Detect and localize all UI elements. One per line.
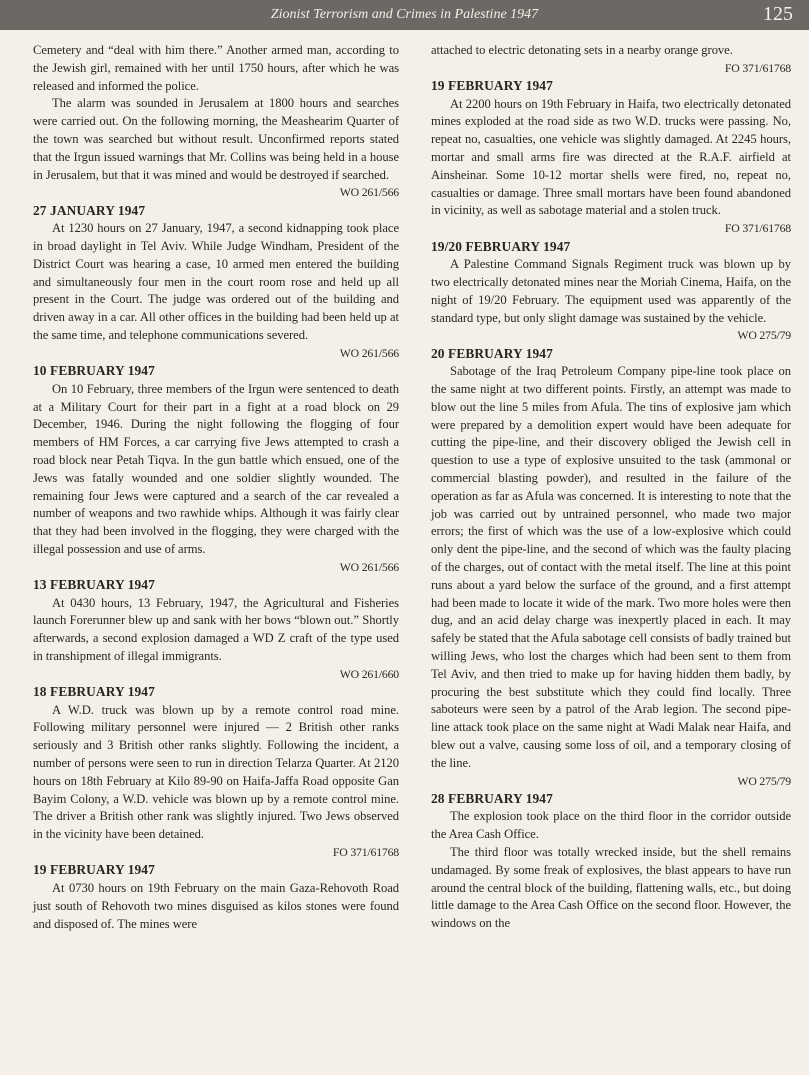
entry-date-heading: 27 JANUARY 1947 (33, 202, 146, 218)
paragraph: The alarm was sounded in Jerusalem at 1800 hours and searches were carried out. On the following morning, the Meashearim Quarter of the town was searched but without result. Unconfirmed reports stated that the Irgun issued warnings that Mr. Collins was being held in a house in Jerusalem, but that it was mined and would be destroyed if searched. (33, 96, 399, 182)
paragraph: On 10 February, three members of the Irgun were sentenced to death at a Military Court for their part in a fight at a road block on 29 December, 1946. During the night following the flogging of four members of HM Forces, a car carrying five Jews attempted to crash a road block near Petah Tiqva. In the gun battle which ensued, one of the Jews was fatally wounded and one soldier slightly wounded. The remaining four Jews were captured and a search of the car revealed a number of weapons and two rawhide whips. Although it was fairly clear that they had been involved in the flogging, they were charged with the illegal possession and use of arms. (33, 381, 399, 556)
right-column (431, 42, 791, 933)
entry-date-heading: 28 FEBRUARY 1947 (431, 790, 553, 806)
paragraph: A Palestine Command Signals Regiment truck was blown up by two electrically detonated mines near the Moriah Cinema, Haifa, on the night of 19/20 February. The equipment used was apparently of the standard type, but only slight damage was sustained by the vehicle. (431, 257, 791, 325)
source-reference: WO 261/566 (339, 559, 399, 574)
source-reference: WO 275/79 (737, 328, 791, 343)
source-reference: FO 371/61768 (332, 845, 399, 860)
entry-date-heading: 19 FEBRUARY 1947 (33, 862, 155, 878)
running-title: Zionist Terrorism and Crimes in Palestine 1947 (270, 7, 539, 22)
source-reference: WO 261/660 (339, 666, 399, 681)
paragraph: The explosion took place on the third floor in the corridor outside the Area Cash Office. (431, 809, 791, 842)
page-number: 125 (763, 3, 793, 25)
source-reference: FO 371/61768 (724, 221, 791, 236)
paragraph: At 0430 hours, 13 February, 1947, the Agricultural and Fisheries launch Forerunner blew up and sank with her bows “blown out.” Shortly afterwards, a second explosion damaged a WD Z craft of the type used in transhipment of illegal immigrants. (33, 595, 399, 663)
paragraph: Cemetery and “deal with him there.” Another armed man, according to the Jewish girl, remained with her until 1750 hours, after which he was released and informed the police. (33, 43, 399, 93)
entry-date-heading: 13 FEBRUARY 1947 (33, 577, 155, 592)
entry-date-heading: 10 FEBRUARY 1947 (33, 363, 155, 379)
entry-date-heading: 19 FEBRUARY 1947 (431, 78, 553, 94)
entry-date-heading: 18 FEBRUARY 1947 (33, 684, 155, 700)
source-reference: WO 275/79 (737, 773, 791, 788)
running-header (0, 0, 809, 30)
left-column (33, 42, 399, 933)
paragraph: A W.D. truck was blown up by a remote control road mine. Following military personnel were injured — 2 British other ranks seriously and 3 British other ranks slightly. Following the incident, a number of persons were seen to run in direction Telarza Quarter. At 2120 hours on 18th February at Kilo 89-90 on Haifa-Jaffa Road opposite Gan Bayim Colony, a W.D. vehicle was blown up by a remote control mine. The driver a British other rank was slightly injured. Two Jews observed in the vicinity have been detained. (33, 702, 399, 842)
paragraph: At 2200 hours on 19th February in Haifa, two electrically detonated mines exploded at the road side as two W.D. trucks were passing. No, repeat no, casualties, one vehicle was slightly damaged. At 2245 hours, mortar and small arms fire was directed at the R.A.F. airfield at Ainsheinar. Some 10-12 mortar shells were fired, no, repeat no, casualties or damage. Three small mortars have been found abandoned in vicinity, as well as sabotage material and a stolen truck. (431, 96, 791, 218)
paragraph: Sabotage of the Iraq Petroleum Company pipe-line took place on the same night at two different points. Firstly, an attempt was made to blow out the line 5 miles from Afula. The tins of explosive jam which were prepared by a demolition expert would have been adequate for cutting the pipe-line, and their discovery obliged the Jewish cell in question to use a type of explosive unsuited to the task (ammonal or commercial blasting powder), and resulted in the failure of the operation as far as Afula was concerned. It is interesting to note that the job was carried out by untrained personnel, who made two major errors; the first of which was the use of a low-explosive which could only dent the pipe-line, and the second of which was the faulty placing of the charges, out of contact with the metal itself. The line at this point runs about a yard below the surface of the ground, and a first attempt had been made to locate it wide of the mark. Two more holes were then dug, and an acid delay charge was inexpertly placed in each. It may safely be stated that the Afula sabotage cell consists of badly trained but willing Jews, who lost the charges which had been sent to them from Tel Aviv, and then tried to make up for having hidden them badly, by procuring the best substitute which they could find locally. Three saboteurs were seen by a patrol of the Arab legion. The second pipe-line attack took place on the same night at Wadi Malak near Haifa, and blew out a valve, causing some loss of oil, and a temporary closing of the line. (431, 364, 791, 770)
paragraph: At 0730 hours on 19th February on the main Gaza-Rehovoth Road just south of Rehovoth two mines disguised as kilos stones were found and disposed of. The mines were (33, 880, 399, 931)
source-reference: WO 261/566 (339, 185, 399, 200)
paragraph: The third floor was totally wrecked inside, but the shell remains undamaged. By some freak of explosives, the blast appears to have run around the central block of the building, flattening walls, etc., but doing little damage to the Area Cash Office on the second floor. However, the windows on the (431, 845, 791, 931)
paragraph: attached to electric detonating sets in a nearby orange grove. (431, 43, 733, 57)
source-reference: FO 371/61768 (724, 60, 791, 75)
paragraph: At 1230 hours on 27 January, 1947, a second kidnapping took place in broad daylight in Tel Aviv. While Judge Windham, President of the District Court was hearing a case, 10 armed men entered the building and simultaneously four men in the court room rose and held up all present in the Court. The judge was ordered out of the building and driven away in a car. All other offices in the building had been held up at the same time, and telephone communications severed. (33, 221, 399, 343)
source-reference: WO 261/566 (339, 345, 399, 360)
entry-date-heading: 19/20 FEBRUARY 1947 (431, 238, 571, 254)
entry-date-heading: 20 FEBRUARY 1947 (431, 345, 553, 361)
